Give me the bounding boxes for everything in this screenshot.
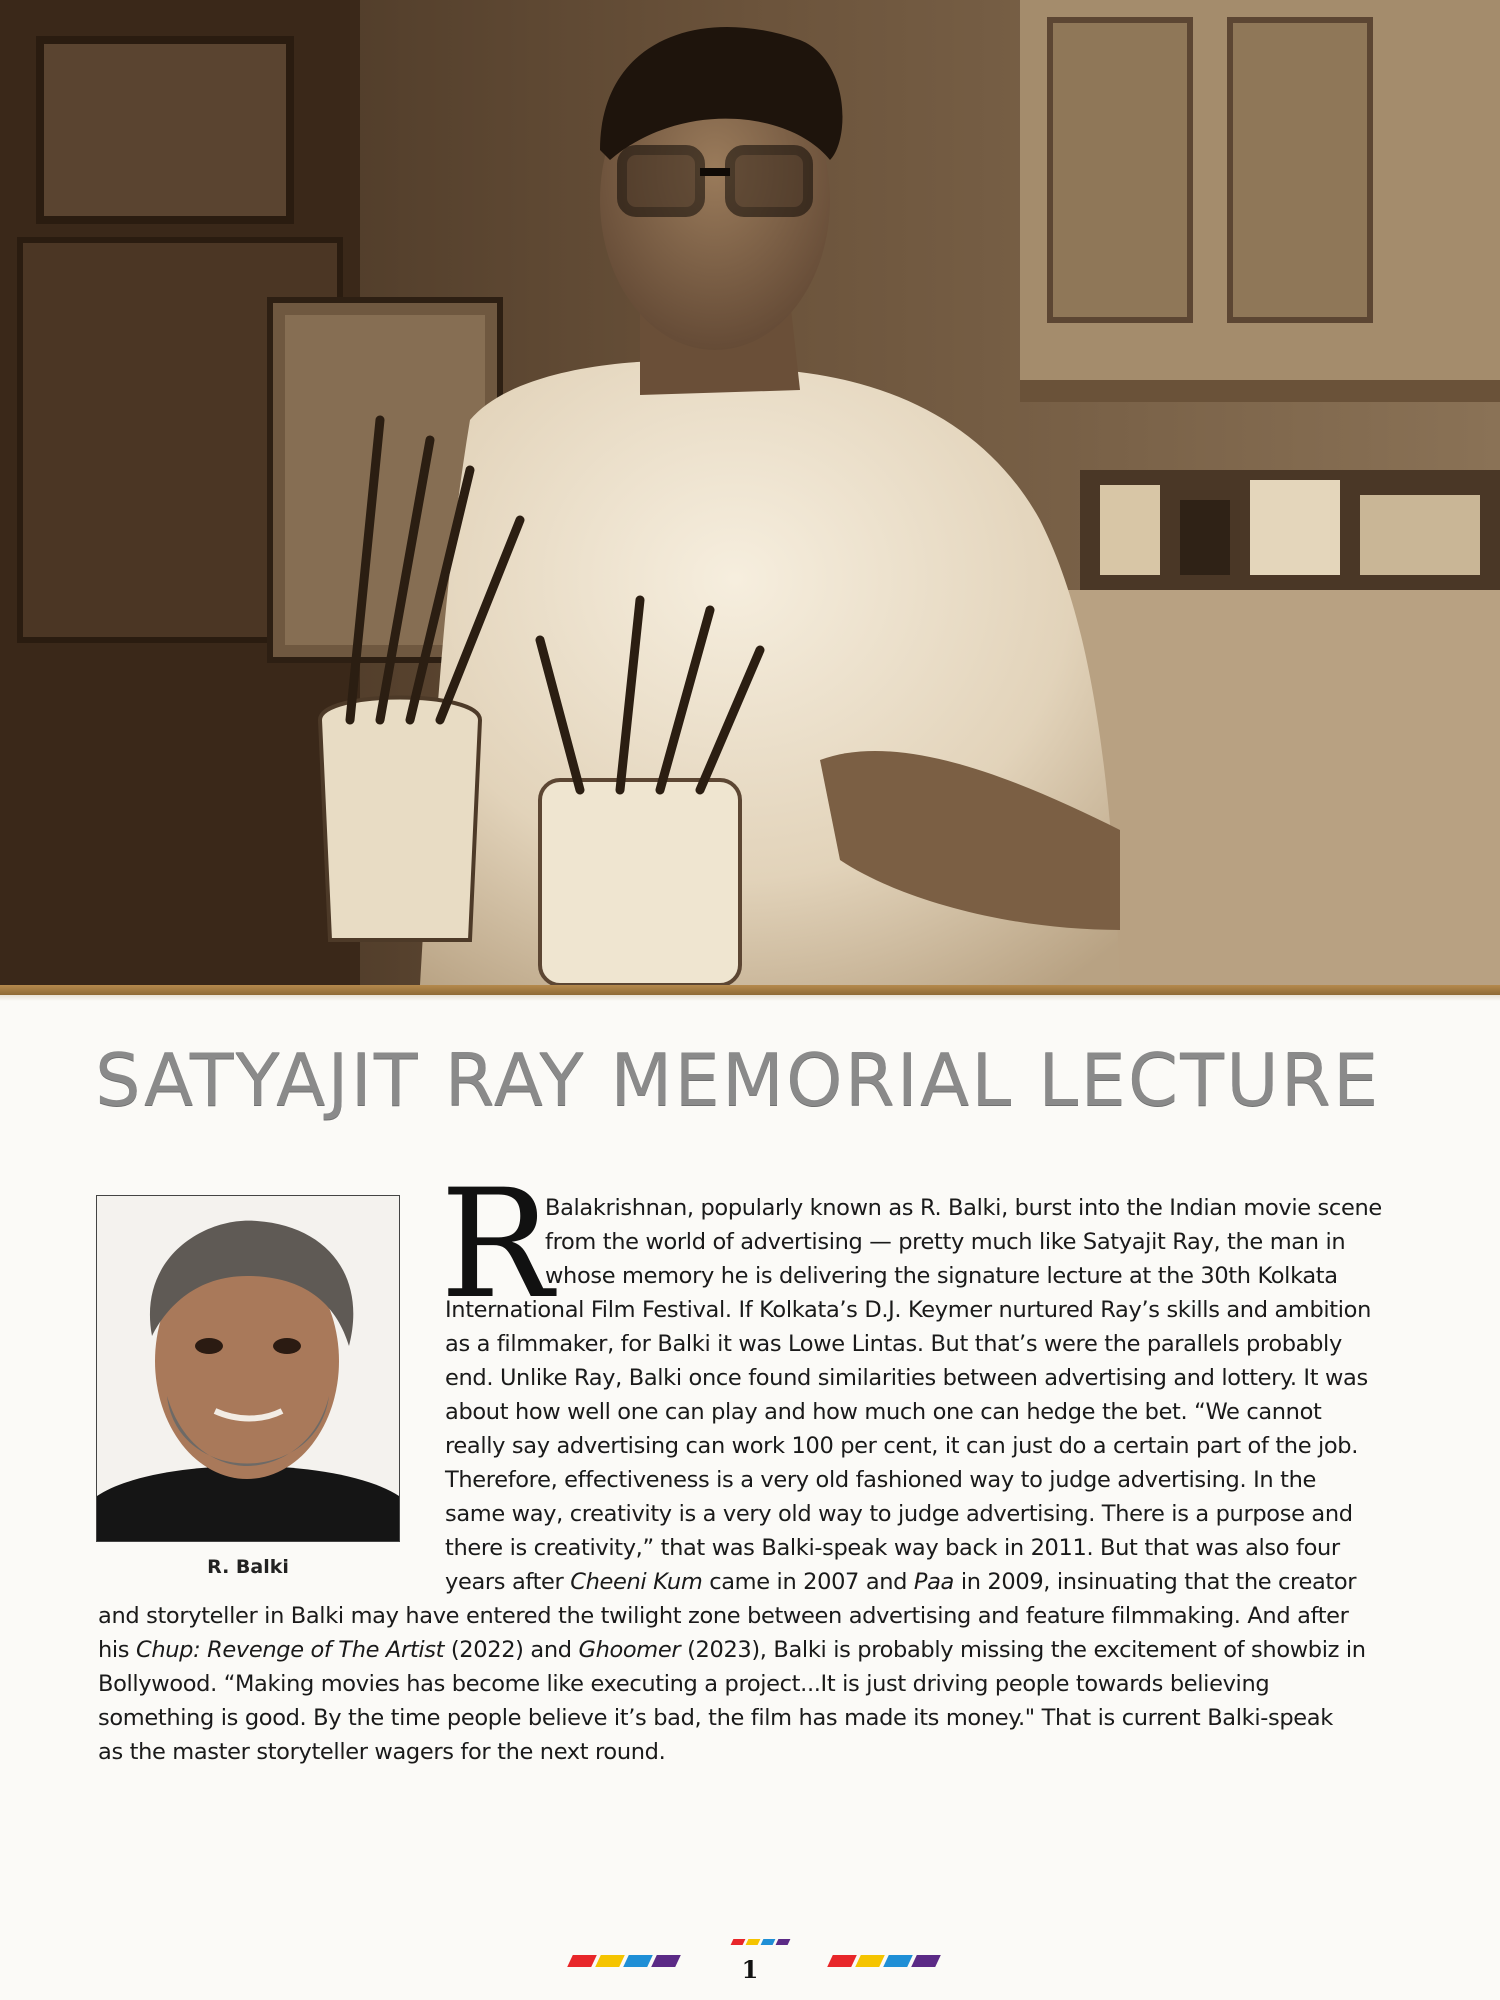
r-balki-photo [97, 1196, 399, 1541]
portrait-caption: R. Balki [207, 1556, 289, 1578]
article-line: whose memory he is delivering the signature lecture at the 30th Kolkata [545, 1263, 1338, 1289]
article-line: as the master storyteller wagers for the next round. [98, 1739, 666, 1765]
article-line: as a filmmaker, for Balki it was Lowe Lintas. But that’s were the parallels probably [445, 1331, 1342, 1357]
page-number: 1 [741, 1955, 759, 1984]
article-line: Balakrishnan, popularly known as R. Balki, burst into the Indian movie scene [545, 1195, 1382, 1221]
film-title: Chup: Revenge of The Artist [136, 1637, 445, 1663]
page-title: SATYAJIT RAY MEMORIAL LECTURE [95, 1038, 1381, 1122]
text-segment: his [98, 1637, 136, 1663]
stripe [731, 1939, 746, 1945]
text-segment: in 2009, insinuating that the creator [954, 1569, 1357, 1595]
article-line: and storyteller in Balki may have entered the twilight zone between advertising and feature filmmaking. And after [98, 1603, 1349, 1629]
article-line [445, 1565, 1356, 1599]
film-title: Ghoomer [578, 1637, 681, 1663]
footer-right-stripes [830, 1952, 942, 1971]
stripe [883, 1955, 913, 1967]
satyajit-ray-photo [0, 0, 1500, 985]
stripe [855, 1955, 885, 1967]
r-balki-portrait [96, 1195, 400, 1542]
film-title: Cheeni Kum [570, 1569, 703, 1595]
article-line: something is good. By the time people believe it’s bad, the film has made its money." That is current Balki-speak [98, 1705, 1333, 1731]
text-segment: (2022) and [444, 1637, 579, 1663]
stripe [911, 1955, 941, 1967]
article-line: there is creativity,” that was Balki-speak way back in 2011. But that was also four [445, 1535, 1340, 1561]
text-segment: years after [445, 1569, 571, 1595]
article-line: Bollywood. “Making movies has become like executing a project...It is just driving people towards believing [98, 1671, 1270, 1697]
text-segment: (2023), Balki is probably missing the excitement of showbiz in [680, 1637, 1366, 1663]
article-line: from the world of advertising — pretty much like Satyajit Ray, the man in [545, 1229, 1346, 1255]
stripe [623, 1955, 653, 1967]
article-line: end. Unlike Ray, Balki once found similarities between advertising and lottery. It was [445, 1365, 1368, 1391]
footer-top-stripes [732, 1930, 792, 1949]
footer-left-stripes [570, 1952, 682, 1971]
stripe [827, 1955, 857, 1967]
stripe [761, 1939, 776, 1945]
article-line: International Film Festival. If Kolkata’s D.J. Keymer nurtured Ray’s skills and ambition [445, 1297, 1371, 1323]
text-segment: came in 2007 and [702, 1569, 914, 1595]
hero-divider-shadow [0, 995, 1500, 1001]
hero-divider [0, 985, 1500, 995]
article-line: same way, creativity is a very old way to judge advertising. There is a purpose and [445, 1501, 1353, 1527]
hero-photo [0, 0, 1500, 985]
film-title: Paa [913, 1569, 955, 1595]
stripe [567, 1955, 597, 1967]
stripe [746, 1939, 761, 1945]
article-line: about how well one can play and how much one can hedge the bet. “We cannot [445, 1399, 1322, 1425]
drop-cap: R [440, 1158, 553, 1332]
stripe [595, 1955, 625, 1967]
stripe [776, 1939, 791, 1945]
article-line [98, 1633, 1366, 1667]
article-line: Therefore, effectiveness is a very old fashioned way to judge advertising. In the [445, 1467, 1316, 1493]
article-line: really say advertising can work 100 per cent, it can just do a certain part of the job. [445, 1433, 1359, 1459]
stripe [651, 1955, 681, 1967]
